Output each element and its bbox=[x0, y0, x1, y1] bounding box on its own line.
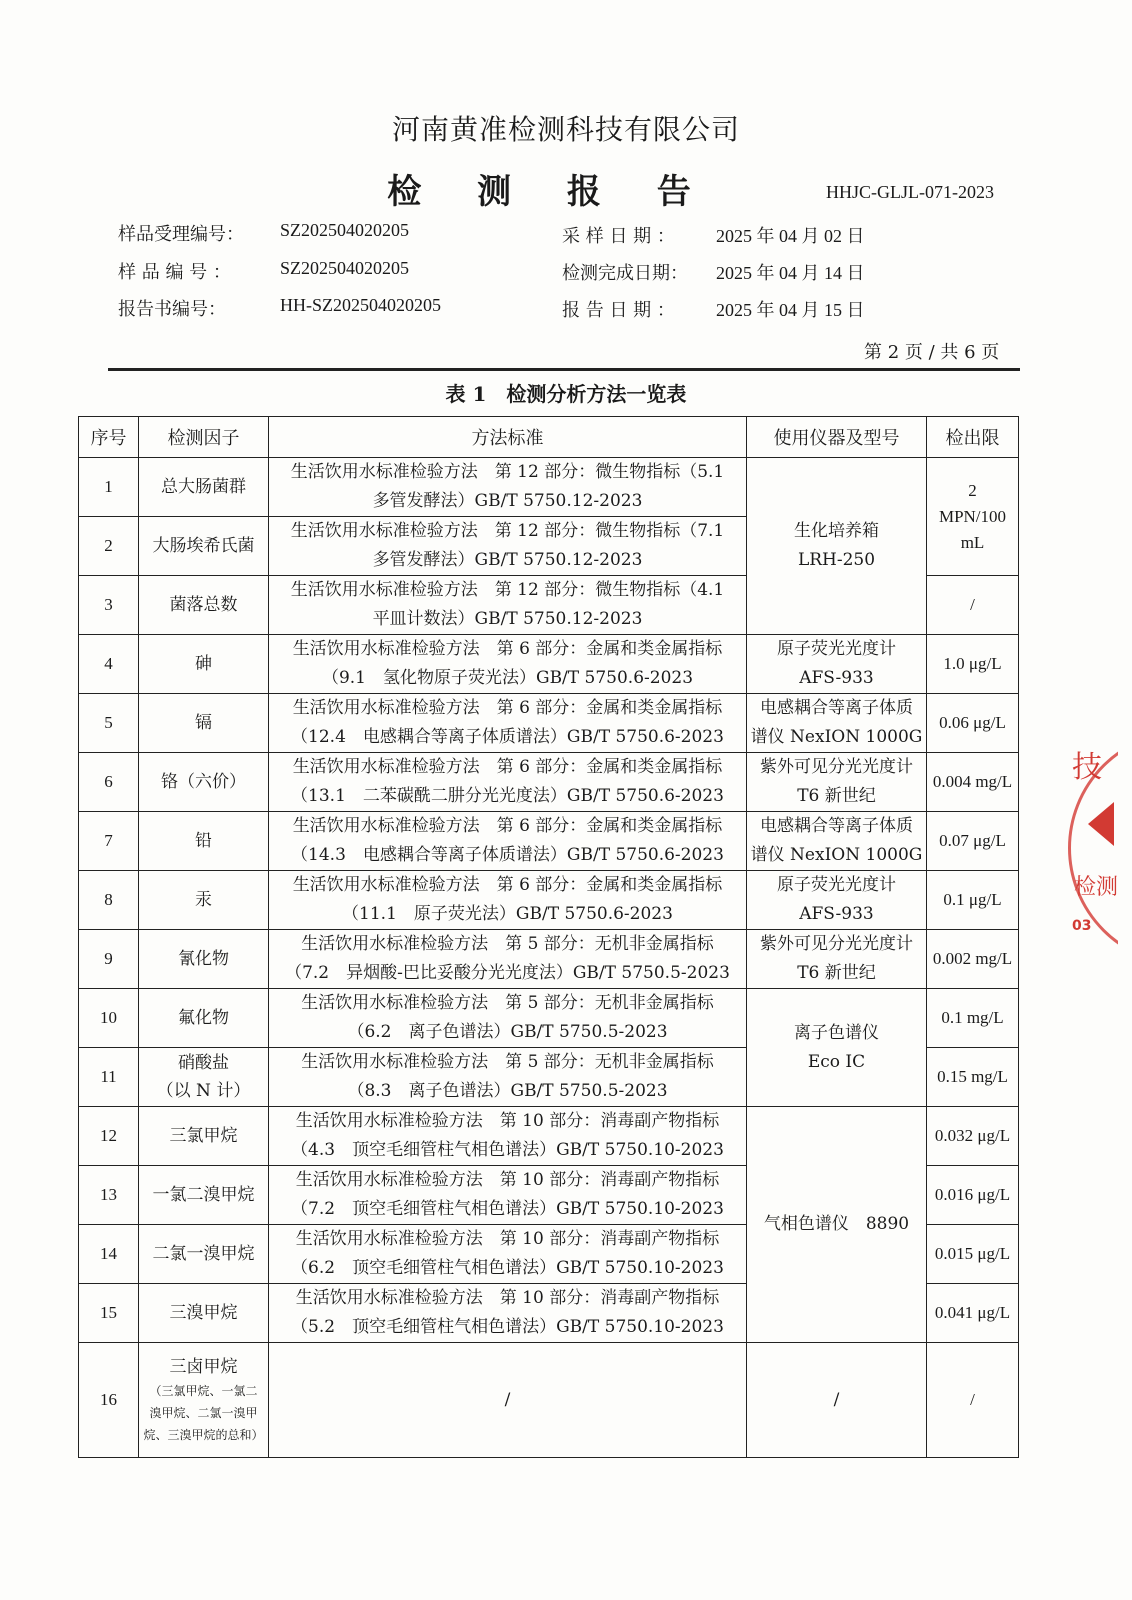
row-limit: 0.002 mg/L bbox=[927, 930, 1019, 989]
row-method: 生活饮用水标准检验方法 第 10 部分：消毒副产物指标 （6.2 顶空毛细管柱气相色谱法）GB/T 5750.10-2023 bbox=[269, 1225, 747, 1284]
report-title: 检 测 报 告 bbox=[387, 172, 713, 212]
table-row bbox=[79, 458, 1019, 517]
row-limit: 0.06 μg/L bbox=[927, 694, 1019, 753]
sample-no-label: 样 品 编 号 ： bbox=[118, 262, 231, 283]
row-instrument: 紫外可见分光光度计 T6 新世纪 bbox=[747, 930, 927, 989]
row-instrument: 气相色谱仪 8890 bbox=[747, 1107, 927, 1343]
header-limit: 检出限 bbox=[927, 417, 1019, 458]
row-factor: 大肠埃希氏菌 bbox=[139, 517, 269, 576]
row-limit: / bbox=[927, 1343, 1019, 1458]
row-no: 11 bbox=[79, 1048, 139, 1107]
row-limit: 0.016 μg/L bbox=[927, 1166, 1019, 1225]
sample-no: SZ202504020205 bbox=[280, 258, 410, 278]
table-caption: 表 1 检测分析方法一览表 bbox=[445, 382, 687, 406]
row-method: 生活饮用水标准检验方法 第 6 部分：金属和类金属指标 （11.1 原子荧光法）GB/T 5750.6-2023 bbox=[269, 871, 747, 930]
row-factor: 砷 bbox=[139, 635, 269, 694]
seal-text: 检测 bbox=[1074, 875, 1118, 900]
table-row bbox=[79, 871, 1019, 930]
row-no: 2 bbox=[79, 517, 139, 576]
row-method: 生活饮用水标准检验方法 第 12 部分：微生物指标（4.1 平皿计数法）GB/T 5750.12-2023 bbox=[269, 576, 747, 635]
row-factor: 硝酸盐 （以 N 计） bbox=[139, 1048, 269, 1107]
row-factor: 总大肠菌群 bbox=[139, 458, 269, 517]
header-divider bbox=[108, 368, 1020, 371]
row-method: 生活饮用水标准检验方法 第 10 部分：消毒副产物指标 （5.2 顶空毛细管柱气相色谱法）GB/T 5750.10-2023 bbox=[269, 1284, 747, 1343]
company-name: 河南黄准检测科技有限公司 bbox=[391, 113, 740, 146]
row-factor: 镉 bbox=[139, 694, 269, 753]
row-method: 生活饮用水标准检验方法 第 6 部分：金属和类金属指标 （13.1 二苯碳酰二肼分光光度法）GB/T 5750.6-2023 bbox=[269, 753, 747, 812]
row-no: 9 bbox=[79, 930, 139, 989]
table-header-row bbox=[79, 417, 1019, 458]
row-factor: 铬（六价） bbox=[139, 753, 269, 812]
finish-date-label: 检测完成日期： bbox=[562, 263, 688, 284]
row-no: 12 bbox=[79, 1107, 139, 1166]
row-no: 15 bbox=[79, 1284, 139, 1343]
row-limit: 0.015 μg/L bbox=[927, 1225, 1019, 1284]
row-method: 生活饮用水标准检验方法 第 10 部分：消毒副产物指标 （4.3 顶空毛细管柱气相色谱法）GB/T 5750.10-2023 bbox=[269, 1107, 747, 1166]
row-no: 7 bbox=[79, 812, 139, 871]
row-factor: 三卤甲烷 （三氯甲烷、一氯二 溴甲烷、二氯一溴甲 烷、三溴甲烷的总和） bbox=[139, 1343, 269, 1458]
header-no: 序号 bbox=[79, 417, 139, 458]
row-no: 8 bbox=[79, 871, 139, 930]
row-no: 10 bbox=[79, 989, 139, 1048]
row-instrument: 紫外可见分光光度计 T6 新世纪 bbox=[747, 753, 927, 812]
row-factor: 氰化物 bbox=[139, 930, 269, 989]
row-instrument: 原子荧光光度计 AFS-933 bbox=[747, 871, 927, 930]
table-row bbox=[79, 1343, 1019, 1458]
table-row bbox=[79, 753, 1019, 812]
row-limit: 1.0 μg/L bbox=[927, 635, 1019, 694]
header-instrument: 使用仪器及型号 bbox=[747, 417, 927, 458]
row-factor: 三溴甲烷 bbox=[139, 1284, 269, 1343]
header-factor: 检测因子 bbox=[139, 417, 269, 458]
row-factor: 汞 bbox=[139, 871, 269, 930]
row-limit: 0.041 μg/L bbox=[927, 1284, 1019, 1343]
row-factor: 一氯二溴甲烷 bbox=[139, 1166, 269, 1225]
row-factor: 二氯一溴甲烷 bbox=[139, 1225, 269, 1284]
row-factor: 菌落总数 bbox=[139, 576, 269, 635]
row-no: 3 bbox=[79, 576, 139, 635]
row-factor: 铅 bbox=[139, 812, 269, 871]
table-row bbox=[79, 812, 1019, 871]
row-method: 生活饮用水标准检验方法 第 5 部分：无机非金属指标 （6.2 离子色谱法）GB/T 5750.5-2023 bbox=[269, 989, 747, 1048]
receipt-no: SZ202504020205 bbox=[280, 220, 410, 240]
row-method: 生活饮用水标准检验方法 第 5 部分：无机非金属指标 （8.3 离子色谱法）GB/T 5750.5-2023 bbox=[269, 1048, 747, 1107]
page-number: 第 2 页 / 共 6 页 bbox=[864, 342, 1000, 363]
table-row bbox=[79, 1107, 1019, 1166]
table-row bbox=[79, 930, 1019, 989]
receipt-no-label: 样品受理编号： bbox=[118, 224, 244, 245]
row-method: 生活饮用水标准检验方法 第 12 部分：微生物指标（5.1 多管发酵法）GB/T 5750.12-2023 bbox=[269, 458, 747, 517]
row-instrument: 原子荧光光度计 AFS-933 bbox=[747, 635, 927, 694]
seal-mark bbox=[1088, 802, 1114, 846]
table-row bbox=[79, 989, 1019, 1048]
row-no: 5 bbox=[79, 694, 139, 753]
sampling-date: 2025 年 04 月 02 日 bbox=[716, 226, 865, 246]
row-instrument: / bbox=[747, 1343, 927, 1458]
row-limit: 0.004 mg/L bbox=[927, 753, 1019, 812]
seal-number: 03 bbox=[1072, 918, 1092, 934]
finish-date: 2025 年 04 月 14 日 bbox=[716, 263, 865, 283]
row-instrument: 离子色谱仪 Eco IC bbox=[747, 989, 927, 1107]
row-factor: 氟化物 bbox=[139, 989, 269, 1048]
sampling-date-label: 采 样 日 期 ： bbox=[562, 226, 675, 247]
row-method: 生活饮用水标准检验方法 第 6 部分：金属和类金属指标 （14.3 电感耦合等离子体质谱法）GB/T 5750.6-2023 bbox=[269, 812, 747, 871]
row-method: 生活饮用水标准检验方法 第 10 部分：消毒副产物指标 （7.2 顶空毛细管柱气相色谱法）GB/T 5750.10-2023 bbox=[269, 1166, 747, 1225]
row-factor: 三氯甲烷 bbox=[139, 1107, 269, 1166]
row-method: 生活饮用水标准检验方法 第 12 部分：微生物指标（7.1 多管发酵法）GB/T 5750.12-2023 bbox=[269, 517, 747, 576]
row-instrument: 生化培养箱 LRH-250 bbox=[747, 458, 927, 635]
row-no: 13 bbox=[79, 1166, 139, 1225]
row-no: 4 bbox=[79, 635, 139, 694]
company-seal bbox=[1068, 730, 1118, 960]
row-method: 生活饮用水标准检验方法 第 5 部分：无机非金属指标 （7.2 异烟酸-巴比妥酸分光光度法）GB/T 5750.5-2023 bbox=[269, 930, 747, 989]
row-limit: 0.1 mg/L bbox=[927, 989, 1019, 1048]
row-limit: 0.1 μg/L bbox=[927, 871, 1019, 930]
row-no: 6 bbox=[79, 753, 139, 812]
row-instrument: 电感耦合等离子体质 谱仪 NexION 1000G bbox=[747, 812, 927, 871]
report-no-label: 报告书编号： bbox=[118, 299, 226, 320]
row-no: 16 bbox=[79, 1343, 139, 1458]
report-date-label: 报 告 日 期 ： bbox=[562, 300, 675, 321]
row-no: 14 bbox=[79, 1225, 139, 1284]
methods-table bbox=[78, 416, 1019, 1458]
seal-text: 技 bbox=[1072, 750, 1102, 785]
row-limit: 0.07 μg/L bbox=[927, 812, 1019, 871]
row-limit: 0.032 μg/L bbox=[927, 1107, 1019, 1166]
row-limit: 0.15 mg/L bbox=[927, 1048, 1019, 1107]
row-limit: 2 MPN/100 mL bbox=[927, 458, 1019, 576]
header-method: 方法标准 bbox=[269, 417, 747, 458]
table-row bbox=[79, 694, 1019, 753]
row-method: 生活饮用水标准检验方法 第 6 部分：金属和类金属指标 （12.4 电感耦合等离子体质谱法）GB/T 5750.6-2023 bbox=[269, 694, 747, 753]
row-no: 1 bbox=[79, 458, 139, 517]
row-method: 生活饮用水标准检验方法 第 6 部分：金属和类金属指标 （9.1 氢化物原子荧光法）GB/T 5750.6-2023 bbox=[269, 635, 747, 694]
row-limit: / bbox=[927, 576, 1019, 635]
document-code: HHJC-GLJL-071-2023 bbox=[826, 182, 994, 202]
report-date: 2025 年 04 月 15 日 bbox=[716, 300, 865, 320]
row-instrument: 电感耦合等离子体质 谱仪 NexION 1000G bbox=[747, 694, 927, 753]
table-row bbox=[79, 635, 1019, 694]
report-no: HH-SZ202504020205 bbox=[280, 295, 441, 315]
row-method: / bbox=[269, 1343, 747, 1458]
